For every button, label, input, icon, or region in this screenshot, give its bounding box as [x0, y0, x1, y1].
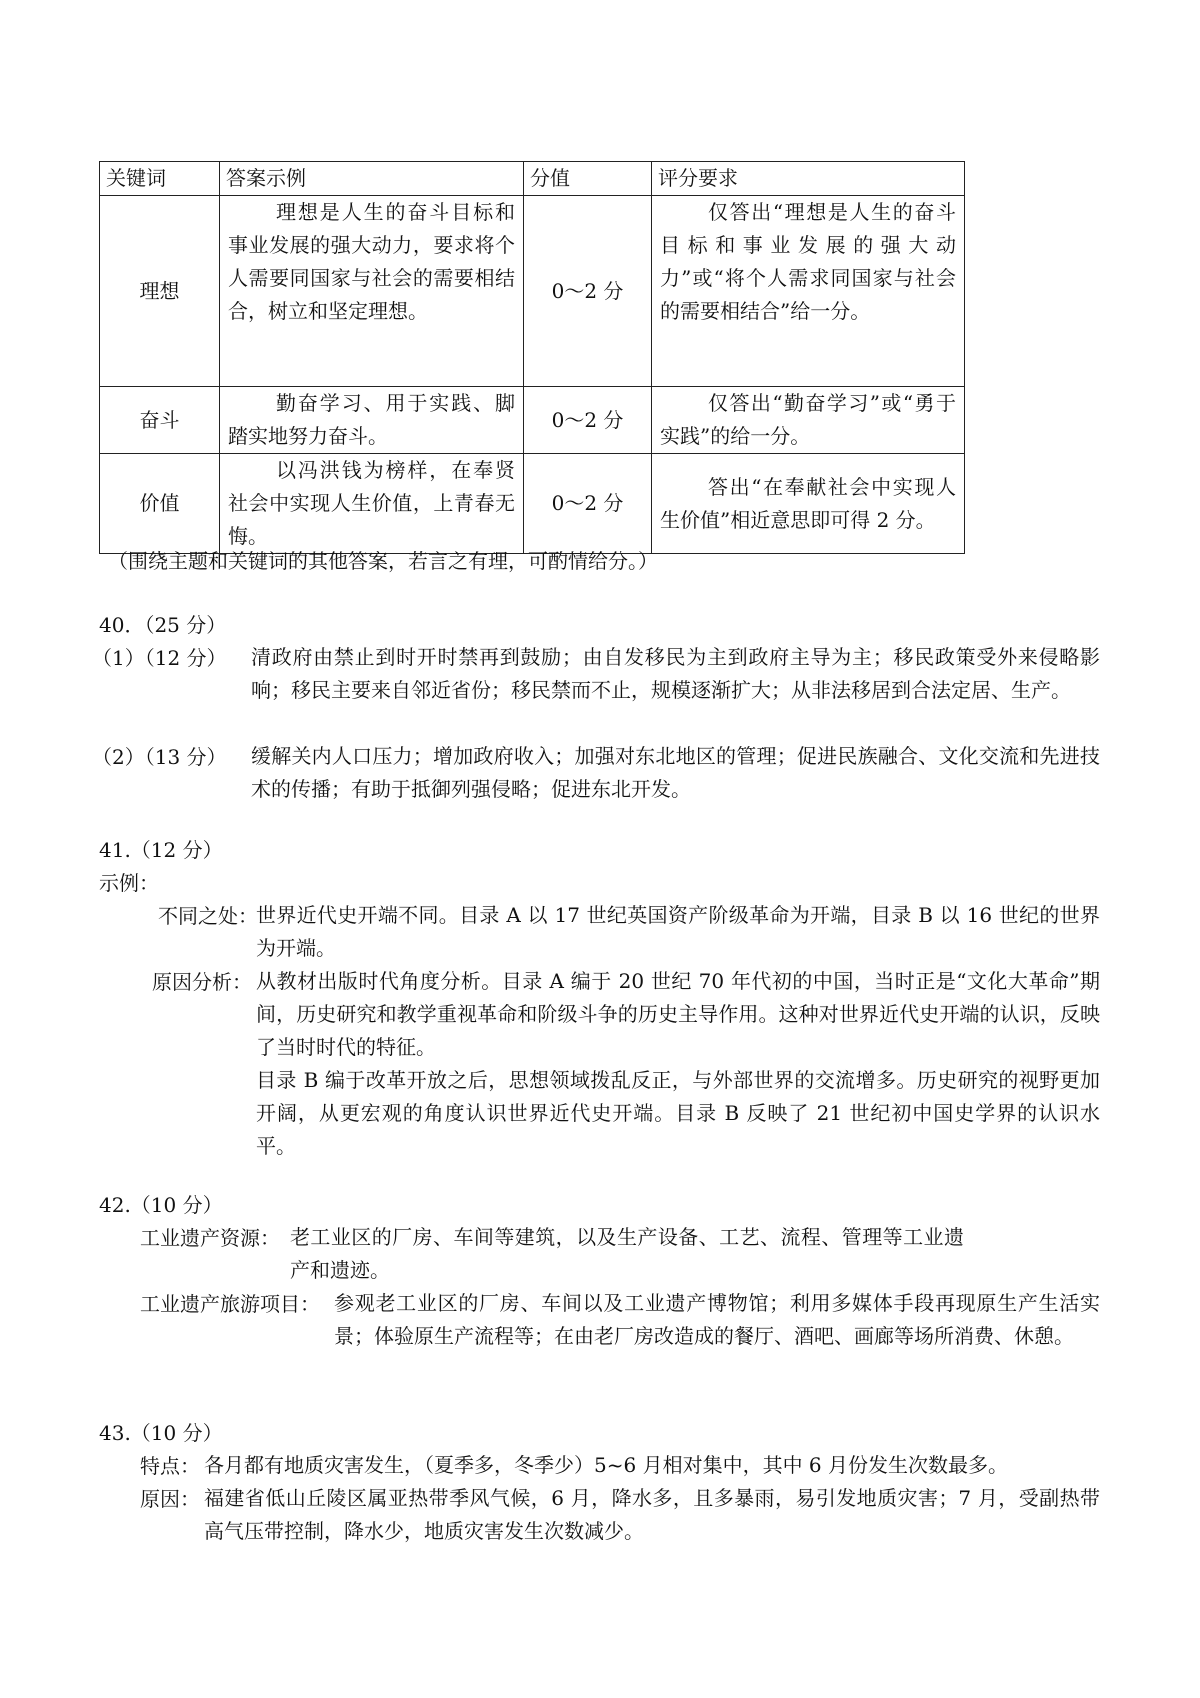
- keyword-cell: 理想: [100, 196, 220, 387]
- q40-part1-label: （1）（12 分）: [92, 646, 227, 670]
- header-keyword: 关键词: [100, 162, 220, 196]
- table-row: [100, 196, 965, 387]
- q42-tourism-label: 工业遗产旅游项目：: [140, 1292, 320, 1316]
- requirement-cell: 仅答出“理想是人生的奋斗目标和事业发展的强大动力”或“将个人需求同国家与社会的需要相结合”给一分。: [652, 196, 965, 387]
- q43-cause-text: 福建省低山丘陵区属亚热带季风气候，6 月，降水多，且多暴雨，易引发地质灾害；7 月，受副热带高气压带控制，降水少，地质灾害发生次数减少。: [204, 1486, 1100, 1543]
- q40-part1-text: 清政府由禁止到时开时禁再到鼓励；由自发移民为主到政府主导为主；移民政策受外来侵略影响；移民主要来自邻近省份；移民禁而不止，规模逐渐扩大；从非法移居到合法定居、生产。: [251, 645, 1100, 702]
- q41-reason-text-2: 目录 B 编于改革开放之后，思想领域拨乱反正，与外部世界的交流增多。历史研究的视野更加开阔，从更宏观的角度认识世界近代史开端。目录 B 反映了 21 世纪初中国史学界的认识水平。: [256, 1068, 1100, 1158]
- table-note: （围绕主题和关键词的其他答案，若言之有理，可酌情给分。）: [108, 549, 658, 573]
- header-scoring-requirement: 评分要求: [652, 162, 965, 196]
- table-row: [100, 454, 965, 554]
- q40-part2-text: 缓解关内人口压力；增加政府收入；加强对东北地区的管理；促进民族融合、文化交流和先进技术的传播；有助于抵御列强侵略；促进东北开发。: [251, 744, 1100, 801]
- q43-cause-label: 原因：: [140, 1487, 200, 1511]
- requirement-cell: 仅答出“勤奋学习”或“勇于实践”的给一分。: [652, 387, 965, 454]
- q43-feature-label: 特点：: [140, 1454, 200, 1478]
- q42-title: 42.（10 分）: [99, 1193, 223, 1217]
- scoring-table: [99, 161, 965, 554]
- answer-cell: 理想是人生的奋斗目标和事业发展的强大动力，要求将个人需要同国家与社会的需要相结合，树立和坚定理想。: [220, 196, 524, 387]
- answer-cell: 勤奋学习、用于实践、脚踏实地努力奋斗。: [220, 387, 524, 454]
- q41-difference-label: 不同之处：: [158, 904, 258, 928]
- q41-title: 41.（12 分）: [99, 838, 223, 862]
- q43-feature-text: 各月都有地质灾害发生，（夏季多，冬季少）5~6 月相对集中，其中 6 月份发生次数最多。: [204, 1453, 1009, 1477]
- q41-reason-text-1: 从教材出版时代角度分析。目录 A 编于 20 世纪 70 年代初的中国，当时正是“文化大革命”期间，历史研究和教学重视革命和阶级斗争的历史主导作用。这种对世界近代史开端的认识，反映了当时时代的特征。: [256, 969, 1100, 1059]
- header-answer-example: 答案示例: [220, 162, 524, 196]
- score-cell: 0～2 分: [524, 387, 652, 454]
- q42-resources-label: 工业遗产资源：: [140, 1226, 280, 1250]
- q41-example-label: 示例：: [99, 871, 159, 895]
- table-row: [100, 387, 965, 454]
- q43-title: 43.（10 分）: [99, 1421, 223, 1445]
- q41-difference-text: 世界近代史开端不同。目录 A 以 17 世纪英国资产阶级革命为开端，目录 B 以 16 世纪的世界为开端。: [256, 903, 1100, 960]
- q40-part2-label: （2）（13 分）: [92, 745, 227, 769]
- score-cell: 0～2 分: [524, 196, 652, 387]
- answer-cell: 以冯洪钱为榜样，在奉贤社会中实现人生价值，上青春无悔。: [220, 454, 524, 554]
- keyword-cell: 价值: [100, 454, 220, 554]
- q41-reason-label: 原因分析：: [152, 970, 252, 994]
- score-cell: 0～2 分: [524, 454, 652, 554]
- q42-tourism-text: 参观老工业区的厂房、车间以及工业遗产博物馆；利用多媒体手段再现原生产生活实景；体验原生产流程等；在由老厂房改造成的餐厅、酒吧、画廊等场所消费、休憩。: [334, 1291, 1100, 1348]
- q42-resources-text: 老工业区的厂房、车间等建筑，以及生产设备、工艺、流程、管理等工业遗产和遗迹。: [290, 1225, 964, 1282]
- requirement-cell: 答出“在奉献社会中实现人生价值”相近意思即可得 2 分。: [652, 454, 965, 554]
- header-score: 分值: [524, 162, 652, 196]
- q40-title: 40．（25 分）: [99, 613, 227, 637]
- table-header-row: [100, 162, 965, 196]
- keyword-cell: 奋斗: [100, 387, 220, 454]
